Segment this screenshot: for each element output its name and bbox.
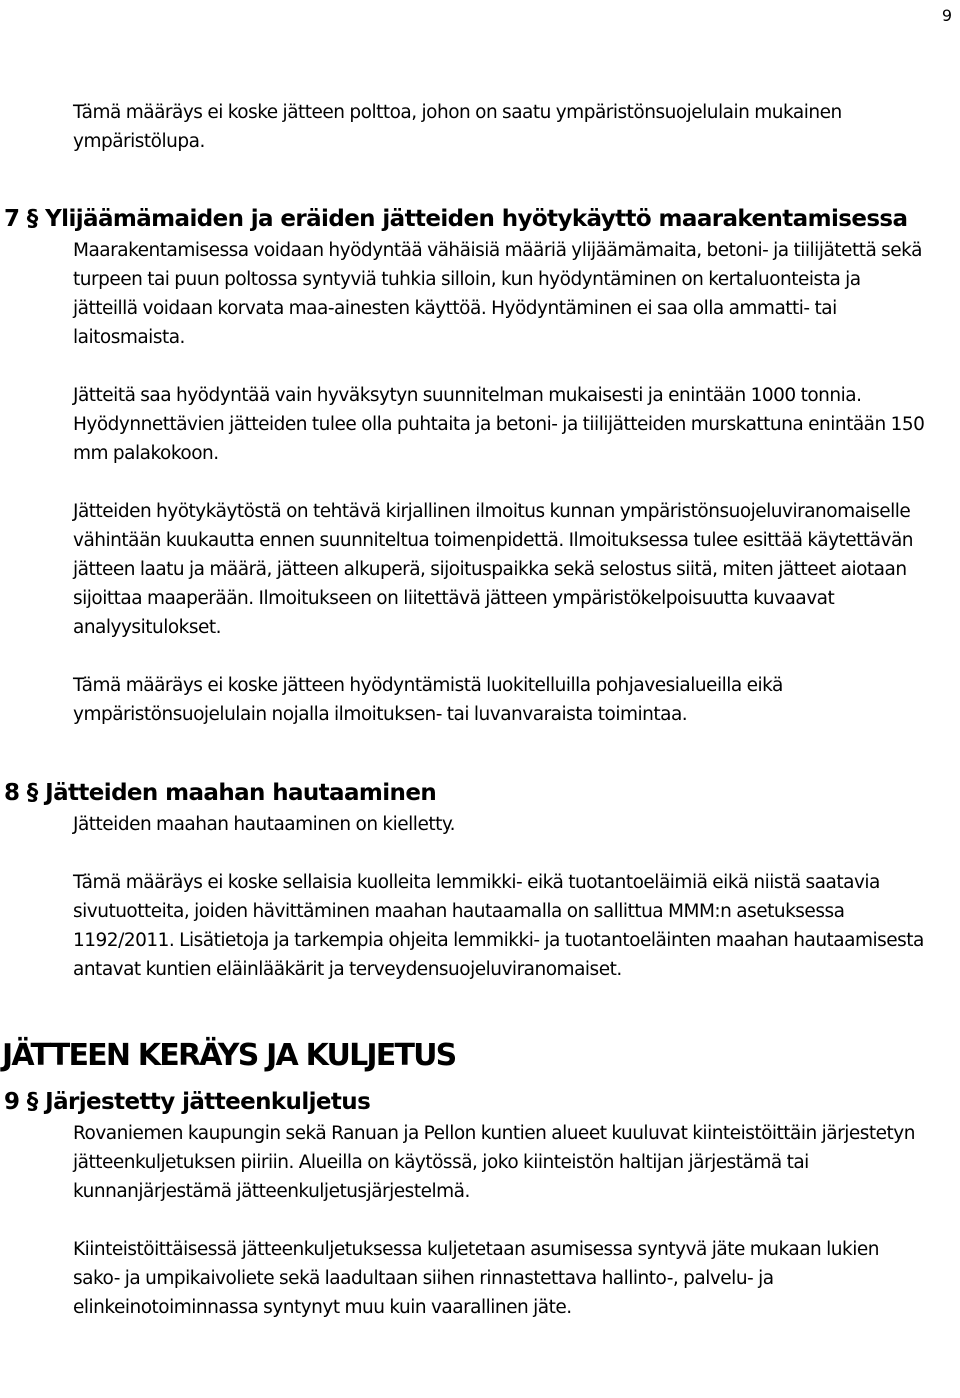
paragraph-permit-note: Tämä määräys ei koske jätteen polttoa, johon on saatu ympäristönsuojelulain mukainen ympäristölupa.	[73, 102, 842, 152]
paragraph-tonnage-limit: Jätteitä saa hyödyntää vain hyväksytyn suunnitelman mukaisesti ja enintään 1000 tonnia. Hyödynnettävien jätteiden tulee olla puhtaita ja betoni- ja tiilijätteiden murskattuna enintään 150 mm palakokoon.	[73, 385, 925, 464]
paragraph-earthworks-use: Maarakentamisessa voidaan hyödyntää vähäisiä määriä ylijäämämaita, betoni- ja tiilijätettä sekä turpeen tai puun poltossa syntyviä tuhkia silloin, kun hyödyntäminen on kertaluonteista ja jätteillä voidaan korvata maa-ainesten käyttöä. Hyödyntäminen ei saa olla ammatti- tai laitosmaista.	[73, 240, 922, 348]
section-8-heading: 8 § Jätteiden maahan hautaaminen	[4, 780, 437, 806]
paragraph-animal-exception: Tämä määräys ei koske sellaisia kuolleita lemmikki- eikä tuotantoeläimiä eikä niistä saatavia sivutuotteita, joiden hävittäminen maahan hautaamalla on sallittua MMM:n asetuksessa 1192/2011. Lisätietoja ja tarkempia ohjeita lemmikki- ja tuotantoeläinten maahan hautaamisesta antavat kuntien eläinlääkärit ja terveydensuojeluviranomaiset.	[73, 872, 924, 980]
paragraph-notification: Jätteiden hyötykäytöstä on tehtävä kirjallinen ilmoitus kunnan ympäristönsuojeluviranomaiselle vähintään kuukautta ennen suunniteltua toimenpidettä. Ilmoituksessa tulee esittää käytettävän jätteen laatu ja määrä, jätteen alkuperä, sijoituspaikka sekä selostus siitä, miten jätteet aiotaan sijoittaa maaperään. Ilmoitukseen on liitettävä jätteen ympäristökelpoisuutta kuvaavat analyysitulokset.	[73, 501, 914, 638]
section-7-heading: 7 § Ylijäämämaiden ja eräiden jätteiden hyötykäyttö maarakentamisessa	[4, 206, 908, 232]
section-9-heading: 9 § Järjestetty jätteenkuljetus	[4, 1089, 371, 1115]
page-number: 9	[941, 6, 952, 25]
paragraph-collected-waste: Kiinteistöittäisessä jätteenkuljetuksessa kuljetetaan asumisessa syntyvä jäte mukaan lukien sako- ja umpikaivoliete sekä laadultaan siihen rinnastettava hallinto-, palvelu- ja elinkeinotoiminnassa syntynyt muu kuin vaarallinen jäte.	[73, 1239, 879, 1318]
paragraph-groundwater-exception: Tämä määräys ei koske jätteen hyödyntämistä luokitelluilla pohjavesialueilla eikä ympäristönsuojelulain nojalla ilmoituksen- tai luvanvaraista toimintaa.	[73, 675, 783, 725]
paragraph-burial-ban: Jätteiden maahan hautaaminen on kielletty.	[73, 814, 456, 835]
chapter-heading: JÄTTEEN KERÄYS JA KULJETUS	[2, 1038, 456, 1073]
document-body	[0, 98, 960, 1322]
paragraph-collection-areas: Rovaniemen kaupungin sekä Ranuan ja Pellon kuntien alueet kuuluvat kiinteistöittäin järjestetyn jätteenkuljetuksen piiriin. Alueilla on käytössä, joko kiinteistön haltijan järjestämä tai kunnanjärjestämä jätteenkuljetusjärjestelmä.	[73, 1123, 915, 1202]
